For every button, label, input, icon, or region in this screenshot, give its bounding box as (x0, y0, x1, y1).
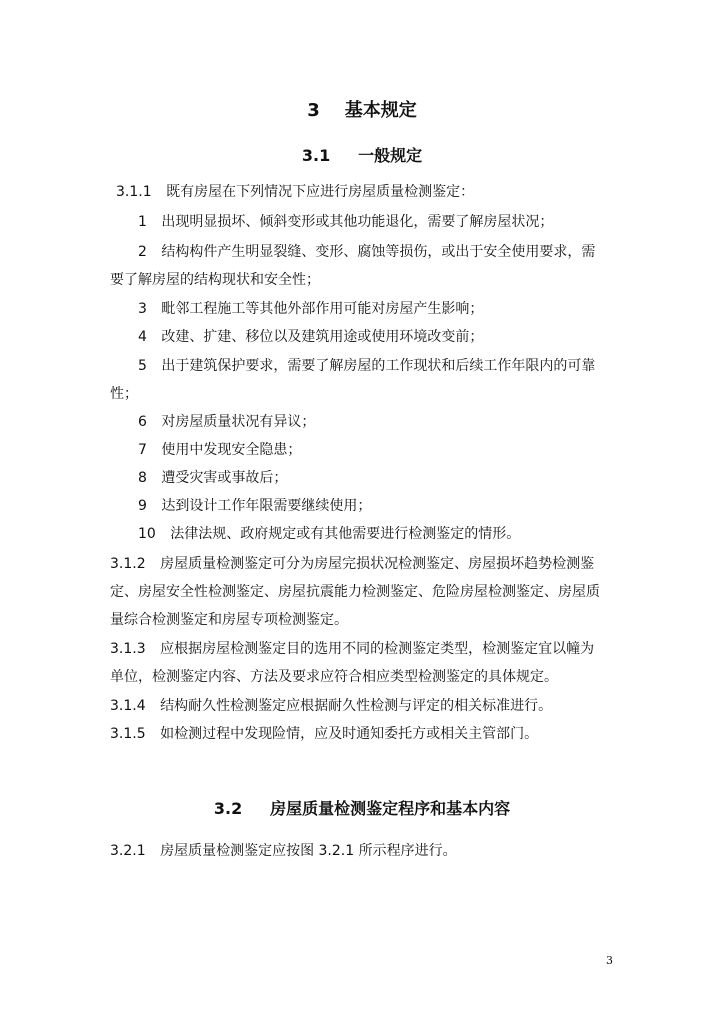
item-number: 6 (138, 414, 147, 430)
clause-3-1-4 (110, 696, 620, 716)
item-number: 9 (138, 498, 147, 514)
section-number: 3.1 (301, 146, 331, 165)
list-item (138, 212, 648, 232)
list-item (138, 468, 648, 488)
item-number: 8 (138, 470, 147, 486)
item-number: 5 (138, 358, 147, 374)
list-item-continuation: 性； (110, 386, 138, 402)
clause-number: 3.1.2 (110, 556, 146, 572)
page-number: 3 (606, 954, 613, 967)
list-item (138, 412, 648, 432)
clause-text: 房屋质量检测鉴定可分为房屋完损状况检测鉴定、房屋损坏趋势检测鉴 (160, 556, 595, 572)
clause-3-1-2-line2: 定、房屋安全性检测鉴定、房屋抗震能力检测鉴定、危险房屋检测鉴定、房屋质 (110, 584, 600, 600)
section-number: 3.2 (213, 799, 243, 818)
clause-3-1-2-line3: 量综合检测鉴定和房屋专项检测鉴定。 (110, 612, 348, 628)
section-title: 房屋质量检测鉴定程序和基本内容 (270, 799, 511, 818)
clause-3-1-2 (110, 554, 620, 574)
clause-number: 3.1.1 (116, 184, 152, 200)
clause-3-1-1 (116, 182, 626, 202)
clause-3-2-1 (110, 841, 620, 861)
list-item (138, 242, 648, 262)
clause-3-1-3-line2: 单位，检测鉴定内容、方法及要求应符合相应类型检测鉴定的具体规定。 (110, 669, 558, 685)
item-number: 2 (138, 244, 147, 260)
clause-number: 3.1.4 (110, 698, 146, 714)
clause-text: 既有房屋在下列情况下应进行房屋质量检测鉴定： (166, 184, 475, 200)
clause-3-1-3 (110, 639, 620, 659)
item-text: 对房屋质量状况有异议； (161, 414, 316, 430)
item-text: 法律法规、政府规定或有其他需要进行检测鉴定的情形。 (170, 526, 521, 542)
item-text: 使用中发现安全隐患； (161, 442, 302, 458)
item-number: 10 (138, 526, 156, 542)
section-title: 一般规定 (358, 146, 423, 165)
list-item (138, 299, 648, 319)
item-text: 结构构件产生明显裂缝、变形、腐蚀等损伤，或出于安全使用要求，需 (161, 244, 596, 260)
list-item (138, 356, 648, 376)
item-number: 3 (138, 301, 147, 317)
item-text: 遭受灾害或事故后； (161, 470, 288, 486)
chapter-heading (0, 96, 724, 122)
chapter-number: 3 (307, 100, 320, 121)
clause-text: 房屋质量检测鉴定应按图 3.2.1 所示程序进行。 (160, 843, 457, 859)
item-number: 1 (138, 214, 147, 230)
list-item (138, 440, 648, 460)
item-text: 出于建筑保护要求，需要了解房屋的工作现状和后续工作年限内的可靠 (161, 358, 596, 374)
item-number: 7 (138, 442, 147, 458)
clause-3-1-5 (110, 724, 620, 744)
section-heading-3-2 (0, 796, 724, 819)
item-text: 达到设计工作年限需要继续使用； (161, 498, 372, 514)
item-text: 出现明显损坏、倾斜变形或其他功能退化，需要了解房屋状况； (161, 214, 554, 230)
list-item (138, 524, 648, 544)
clause-number: 3.1.3 (110, 641, 146, 657)
clause-text: 应根据房屋检测鉴定目的选用不同的检测鉴定类型，检测鉴定宜以幢为 (160, 641, 595, 657)
clause-text: 如检测过程中发现险情，应及时通知委托方或相关主管部门。 (160, 726, 539, 742)
section-heading-3-1 (0, 143, 724, 166)
clause-text: 结构耐久性检测鉴定应根据耐久性检测与评定的相关标准进行。 (160, 698, 553, 714)
clause-number: 3.1.5 (110, 726, 146, 742)
chapter-title: 基本规定 (344, 100, 417, 121)
list-item-continuation: 要了解房屋的结构现状和安全性； (110, 272, 320, 288)
list-item (138, 327, 648, 347)
item-text: 毗邻工程施工等其他外部作用可能对房屋产生影响； (161, 301, 484, 317)
item-text: 改建、扩建、移位以及建筑用途或使用环境改变前； (161, 329, 484, 345)
item-number: 4 (138, 329, 147, 345)
list-item (138, 496, 648, 516)
clause-number: 3.2.1 (110, 843, 146, 859)
